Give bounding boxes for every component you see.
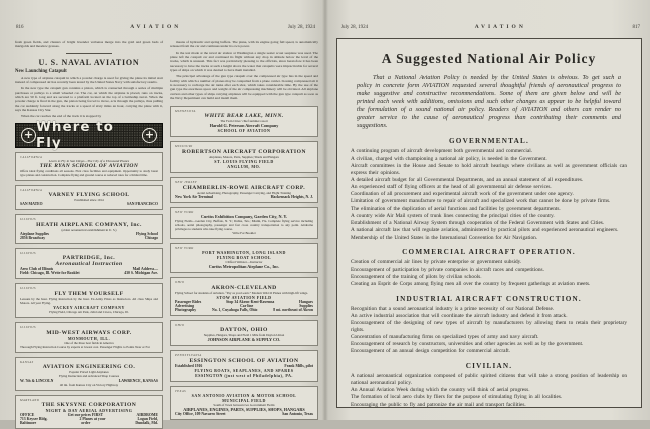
article-paragraph: A new type of airplane catapult in which a powder charge is used for giving the plane its initial start instead of compressed air has recently been tested by the United States Navy with satisfactory results.: [15, 75, 163, 84]
ad-line: PORT WASHINGTON, LONG ISLAND: [202, 249, 286, 255]
ad-split-cell: Hangars: [299, 299, 313, 304]
ad-line: SCHOOL OF AVIATION: [217, 128, 271, 134]
ad-split-cell: Advertising: [175, 303, 194, 308]
ad-line: Airplanes, Motors, Parts, Supplies; Sheds and Hangars: [209, 154, 279, 159]
directory-ad: [170, 141, 318, 173]
ad-line: MUNICIPAL FIELD: [222, 397, 266, 403]
ad-state-label: MISSOURI: [175, 144, 193, 149]
directory-ad: [170, 350, 318, 382]
directory-ad: [15, 322, 163, 353]
ad-line: Curtiss Metropolitan Airplane Co., Inc.: [208, 264, 280, 270]
ad-split-cell: SAN MATEO: [20, 202, 43, 207]
policy-section-heading: CIVILIAN.: [465, 362, 513, 371]
ad-line: Curtiss Exhibition Company, Garden City, N. Y.: [200, 213, 288, 219]
policy-article-title: A Suggested National Air Policy: [381, 51, 597, 66]
ad-state-label: KANSAS: [20, 359, 34, 364]
ad-split-cell: W. 7th & LINCOLN: [20, 378, 54, 383]
ad-split-cell: 8 mi. northeast of Akron: [273, 307, 313, 312]
directory-ad: [170, 177, 318, 203]
ad-line: Lessons by the hour. Flying Instruction by the hour. Ex-Army Pilots as Instructors. All class Ships and Motors. All year Flying.: [20, 296, 158, 305]
ad-split-row: [20, 271, 158, 275]
ad-split-cell: Mail Address—: [132, 267, 158, 272]
ad-line: STOW AVIATION FIELD: [216, 294, 272, 300]
ad-state-label: ILLINOIS: [20, 286, 37, 291]
ad-line: VARNEY FLYING SCHOOL: [48, 192, 130, 199]
ad-state-label: CALIFORNIA: [20, 154, 43, 159]
naval-article-col1: [15, 76, 163, 119]
policy-section-heading: GOVERNMENTAL.: [449, 137, 529, 146]
policy-item: An experienced staff of flying officers at the head of all governmental air defense services.: [351, 184, 552, 191]
directory-ad: [15, 185, 163, 211]
directory-ad: [170, 106, 318, 137]
ad-split-cell: Car line: [240, 303, 254, 308]
ad-split-cell: New York Air Terminal: [175, 194, 213, 199]
ad-split-cell: OFFICE: [20, 413, 35, 418]
policy-article-box: [336, 38, 642, 408]
ad-line: MID-WEST AIRWAYS CORP.: [46, 329, 132, 336]
ad-split-row: [175, 195, 313, 199]
ad-line: Offers ideal flying conditions all seasons. First class facilities and equipment. Opportunity to study latest type planes and construction. Complete flying and ground course at reduced rates for a limited time.: [20, 168, 158, 177]
ad-line: ESSINGTON SCHOOL OF AVIATION: [189, 357, 299, 364]
article-paragraph: means of hydraulic and spring buffers. The plane, with its engine going full speed, is automatically released from the car and continues under its own power.: [170, 40, 318, 49]
ad-state-label: CALIFORNIA: [20, 187, 43, 192]
naval-article-subtitle: New Launching Catapult: [15, 68, 67, 74]
ad-split-cell: Supplies: [299, 303, 313, 308]
policy-item: Creation of commercial air lines by private enterprise or government subsidy.: [351, 259, 522, 266]
ad-line: MONMOUTH, ILL.: [67, 335, 111, 341]
ad-line: Flying Instruction and Advanced Shop Courses: [58, 374, 120, 379]
policy-item: A detailed aircraft budget for all Governmental Departments, and an annual statement of all expenditures.: [351, 176, 584, 183]
ad-line: NIGHT & DAY AERIAL ADVERTISING: [45, 408, 133, 414]
policy-item: Recognition that a sound aeronautical industry is a prime necessity of our National Defense.: [351, 305, 555, 312]
policy-item: Encouragement of an annual design competition for commercial aircraft.: [351, 348, 511, 355]
ad-split-cell: LAWRENCE, KANSAS: [118, 378, 158, 383]
policy-item: Encouragement of the training of pilots by civilian schools.: [351, 273, 482, 280]
ad-split-cell: Stop 34 Akron-Kent-Ravenna: [226, 299, 275, 304]
ad-split-cell: Hackensack Heights, N. J.: [270, 194, 313, 199]
ad-line: Learn to Fly in San Diego—The City of a Thousand Planes: [48, 158, 130, 163]
ad-state-label: NEW YORK: [175, 245, 194, 250]
ad-line: Flying Field, Chicago Air Park, 22nd and Cicero, Chicago, Ill.: [49, 309, 129, 314]
ad-state-label: ILLINOIS: [20, 217, 37, 222]
ad-split-row: [175, 412, 313, 416]
right-running-head: [341, 24, 640, 30]
directory-ad: [15, 248, 163, 280]
ad-split-cell: San Antonio, Texas: [282, 411, 313, 416]
ad-split-cell: Airplane Supplies: [20, 231, 50, 236]
ad-line: One of the three best fields in America: [64, 340, 114, 345]
ad-line: JOHNSON AIRPLANE & SUPPLY CO.: [207, 337, 281, 343]
policy-item: Encouragement of research by constructors, universities and other agencies as well as by the government.: [351, 341, 584, 348]
directory-ad: [170, 207, 318, 239]
ad-state-label: OHIO: [175, 322, 185, 327]
issue-date: July 28, 1924: [287, 25, 315, 30]
ad-split-row: [20, 236, 158, 240]
ad-line: Write For Booklet: [232, 230, 256, 235]
directory-ad: [15, 357, 163, 391]
policy-sections: [351, 137, 627, 408]
ad-line: ST. LOUIS FLYING FIELD: [214, 159, 274, 165]
directory-ad: [15, 395, 163, 429]
ad-line: AVIATION ENGINEERING CO.: [42, 364, 136, 371]
ad-line: ROBERTSON AIRCRAFT CORPORATION: [182, 148, 306, 155]
article-paragraph: fresh green fields, and clusters of bright lavender verbenas merge into the gold and green beds of marigolds and meadow grasses.: [15, 40, 163, 49]
ad-split-cell: Dundalk, Md.: [135, 421, 158, 426]
section-divider: [66, 53, 112, 54]
ad-line: Supplies, Hangars, Shops and Field 1 Mile from Dayton Union: [203, 333, 285, 338]
policy-item: A civilian, charged with championing a national air policy, is needed in the Government.: [351, 155, 547, 162]
directory-ad: [170, 320, 318, 347]
ad-line: 40 mi. from Kansas City on Victory Highway: [59, 382, 119, 387]
policy-item: A national aircraft law that will regulate aviation, administered by practical pilots and experienced aeronautical engineers.: [351, 227, 619, 234]
policy-item: Concentration of manufacturing firms on specialized types of army and navy aircraft.: [351, 334, 539, 341]
directory-ads-col1: [15, 152, 163, 429]
directory-ad: [170, 243, 318, 273]
left-column-2: [170, 40, 318, 416]
article-paragraph: When the car reaches the end of the track it is stopped by: [21, 114, 102, 119]
directory-ad: [170, 277, 318, 316]
policy-item: A national aeronautical organization composed of public spirited citizens that will take a strong position of leadership on national aeronautical policy.: [351, 373, 627, 386]
ad-line: PARTRIDGE, Inc.: [62, 255, 116, 262]
page-gutter: [322, 0, 328, 420]
ad-line: WHITE BEAR LAKE, MINN.: [204, 113, 284, 120]
ad-line: Aeronautical Instruction: [55, 261, 123, 268]
article-paragraph: In the test made at the naval air station at Washington a single seater scout seaplane was used. The plane left the catapult car and continued its flight without any drop in altitude below the level of the tracks, which is unusual. This fact was particularly pleasing to the officials, since heretofore it has been necessary to have the tracks at such a height above the water that catapults were impracticable for several types of ships on which it was desired to have them installed.: [170, 50, 318, 72]
ad-split-cell: Field: Chicago, Ill. Write for Booklet: [20, 271, 80, 276]
directory-ads-col2: [170, 106, 318, 420]
ad-state-label: MINNESOTA: [175, 109, 196, 114]
ad-line: ESSINGTON (just west of Philadelphia), PA.: [195, 372, 293, 378]
ad-line: DAYTON, OHIO: [220, 327, 268, 334]
ad-state-label: NEW YORK: [175, 209, 194, 214]
ad-split-cell: 2 Planes at your: [79, 417, 106, 422]
ad-split-cell: Flying School: [135, 231, 158, 236]
ad-line: YACKEY AIRCRAFT COMPANY: [53, 304, 125, 310]
ad-state-label: MARYLAND: [20, 397, 40, 402]
issue-date: July 28, 1924: [341, 25, 369, 30]
ad-line: THE RYAN SCHOOL OF AVIATION: [39, 162, 139, 169]
ad-line: FLYING BOAT SCHOOL: [216, 254, 272, 260]
ad-line: SAN ANTONIO AVIATION & MOTOR SCHOOL: [191, 392, 297, 398]
ad-split-cell: 430 S. Michigan Ave.: [124, 271, 158, 276]
ad-line: ANGLUM, MO.: [227, 164, 261, 170]
ad-line: CHAMBERLIN-ROWE AIRCRAFT CORP.: [182, 184, 306, 191]
ad-line: Thorough Flying Instruction Course by experts at lowest cost. Passenger Flights to Points Near or Far: [20, 344, 150, 349]
ad-split-cell: Photography: [175, 307, 197, 312]
directory-ad: [170, 386, 318, 420]
ad-state-label: ILLINOIS: [20, 250, 37, 255]
ad-split-cell: City Office, 109 Navarro Street: [175, 411, 226, 416]
ad-split-cell: Logan Field,: [137, 417, 158, 422]
ad-line: Clifford Webster—Instructor: [225, 259, 263, 264]
journal-title: AVIATION: [474, 24, 526, 30]
ad-line: The Twin Cities’ chief summer resort: [220, 119, 268, 124]
ad-split-cell: order: [81, 421, 91, 426]
journal-title: AVIATION: [130, 24, 182, 30]
ad-split-row: [20, 421, 158, 425]
where-to-fly-banner: [15, 119, 163, 152]
ad-line: FLY THEM YOURSELF: [54, 290, 124, 297]
ad-split-cell: Chicago: [144, 235, 158, 240]
policy-item: The elimination of the duplication of aerial functions and facilities by government departments.: [351, 205, 561, 212]
ad-split-cell: 2856 Broadway: [20, 235, 46, 240]
ad-split-cell: Get our prices FIRST: [67, 413, 104, 418]
ad-split-cell: Baltimore: [20, 421, 37, 426]
ad-split-row: [175, 308, 313, 312]
where-to-fly-banner-title: Where to Fly: [36, 119, 114, 152]
ad-state-label: NEW JERSEY: [175, 180, 198, 185]
article-paragraph: In the new type the catapult gun contains a piston, which is connected through a series of multiple purchases or pulleys to a small wheeled car. The car, on which the airplane is placed, runs on tracks, which are 50 ft. long and are secured to a platform located on the top of a battleship turret. When the powder charge is fired in the gun, the piston being forced to move, acts through the pulleys, thus pulling the car suddenly forward along the tracks at a speed of sixty miles an hour, carrying the plane with it, says the Kansas City Star.: [15, 86, 163, 112]
ad-line: South of Town between two Government Fields: [213, 402, 275, 407]
ad-split-cell: 713 Keyser Bldg.: [20, 417, 48, 422]
left-page-columns: [15, 40, 318, 426]
page-left: [0, 0, 325, 426]
policy-item: Encouraging the public to fly and patronize the air mail and transport facilities.: [351, 401, 526, 408]
policy-item: The formation of local aero clubs by fliers for the purpose of stimulating flying in all localities.: [351, 394, 563, 401]
ad-line: THE SKYSYNE CORPORATION: [41, 402, 137, 409]
ad-state-label: ILLINOIS: [20, 325, 37, 330]
circled-plus-icon: +: [21, 128, 36, 143]
ad-line: Harold G. Peterson Aircraft Company: [209, 123, 279, 129]
policy-item: Establishment of a National Airway System through cooperation of the Federal Government with States and Cities.: [351, 220, 605, 227]
ad-line: Flying Fields—Garden City, Buffalo, N. Y.; Dallas, Tex.; Miami, Fla. Complete flying service including schools, aerial photography, passenger and fast cross country transportation to any point. Airdrome privileges to students who take flying course.: [175, 218, 313, 231]
policy-item: Coordination of all procurement and experimental aircraft work of the government under one agency.: [351, 191, 574, 198]
ad-line: Flying School for students of Aviation. “Pay as you Learn.” Modern WACO Planes with high-lift wings.: [175, 290, 309, 295]
policy-item: Encouragement of the designing of new types of aircraft by manufacturers by allowing them to retain their proprietary rights.: [351, 320, 627, 333]
ad-line: Aerial Advertising, Photography, Passenger Carrying, and Flight Training: [197, 190, 291, 195]
ad-line: AKRON-CLEVELAND: [211, 284, 277, 291]
ad-state-label: OHIO: [175, 280, 185, 285]
naval-article-col2: [170, 40, 318, 100]
article-paragraph: The principal advantage of the gun type catapult over the compressed air type lies in the speed and facility with which a number of planes may be catapulted from a plane carrier. In using compressed air it is necessary to recharge the air tanks after each shot, which takes considerable time. By the use of the gun type the enormous space and weight of the air compressing machinery will be obviated. All airplane carriers and other types of ships carrying airplanes will be equipped with the gun type catapult as soon as the Navy Department can build and install them.: [170, 74, 318, 100]
policy-article-intro: That a National Aviation Policy is needed by the United States is obvious. To get such a policy in concrete form AVIATION requested several thoughtful friends of aeronautical progress to make suggestive and constructive recommendations. Some of them are given below and will be printed each week with additions, omissions and such other changes as appear to be helpful toward the formulation of a sound national air policy. Readers of AVIATION and others can render no greater service to the cause of aeronautical progress than contributing their comments and suggestions.: [357, 74, 621, 130]
policy-item: Encouragement of participation by private companies in aircraft races and competitions.: [351, 266, 544, 273]
policy-item: Membership of the United States in the International Convention for Air Navigation.: [351, 234, 538, 241]
circled-plus-icon: +: [142, 128, 157, 143]
ad-line: (oldest aeronautical establishment in U. S.): [61, 227, 117, 232]
ad-state-label: PENNSYLVANIA: [175, 353, 202, 358]
policy-item: An Annual Aviation Week during which the country will think of aerial progress.: [351, 387, 530, 394]
naval-article-title: U. S. NAVAL AVIATION: [38, 57, 140, 67]
policy-item: A country wide Air Mail system of trunk lines connecting the principal cities of the country.: [351, 212, 555, 219]
policy-item: Aircraft committees in the House and Senate to hold aircraft hearings where civilians as well as government officials can express their opinions.: [351, 162, 627, 176]
ad-split-cell: Frank Mills, pilot: [284, 363, 313, 368]
ad-split-cell: No. 1, Cuyahoga Falls, Ohio: [211, 307, 258, 312]
ad-split-cell: Passenger Rides: [175, 299, 202, 304]
ad-split-cell: AIRDROME: [136, 413, 158, 418]
policy-item: A continuing program of aircraft development both governmental and commercial.: [351, 148, 533, 155]
ad-line: AIRPLANES, ENGINES, PARTS, SUPPLIES, SHOPS, HANGARS: [183, 406, 305, 412]
ad-split-cell: Established 1916: [175, 363, 203, 368]
policy-item: Creating an Esprit de Corps among flying men all over the country by frequent gatherings at aviation meets.: [351, 280, 591, 287]
ad-line: HEATH AIRPLANE COMPANY, Inc.: [36, 221, 142, 228]
policy-item: Limitation of government manufacture to repair of aircraft and specialized work that cannot be done by private firms.: [351, 198, 611, 205]
page-right: [325, 0, 650, 420]
right-page-number: 817: [632, 25, 640, 30]
ad-line: Popular Priced Light Airplanes: [69, 370, 109, 375]
left-page-number: 816: [16, 25, 24, 30]
left-column-1: [15, 40, 163, 426]
policy-section-heading: COMMERCIAL AIRCRAFT OPERATION.: [402, 248, 576, 257]
ad-line: FLYING BOATS, SEAPLANES, AND SPARES: [194, 367, 294, 373]
ad-split-row: [20, 202, 158, 206]
ad-line: Established since 1914: [74, 198, 104, 203]
directory-ad: [15, 152, 163, 181]
policy-item: An active industrial association that will coordinate the aircraft industry and defend it from attack.: [351, 312, 568, 319]
ad-split-cell: SAN FRANCISCO: [126, 202, 158, 207]
directory-ad: [15, 283, 163, 318]
policy-section-heading: INDUSTRIAL AIRCRAFT CONSTRUCTION.: [396, 294, 582, 303]
ad-state-label: TEXAS: [175, 388, 187, 393]
directory-ad: [15, 214, 163, 244]
ad-split-cell: Aero Club of Illinois: [20, 267, 54, 272]
left-running-head: [16, 24, 315, 30]
